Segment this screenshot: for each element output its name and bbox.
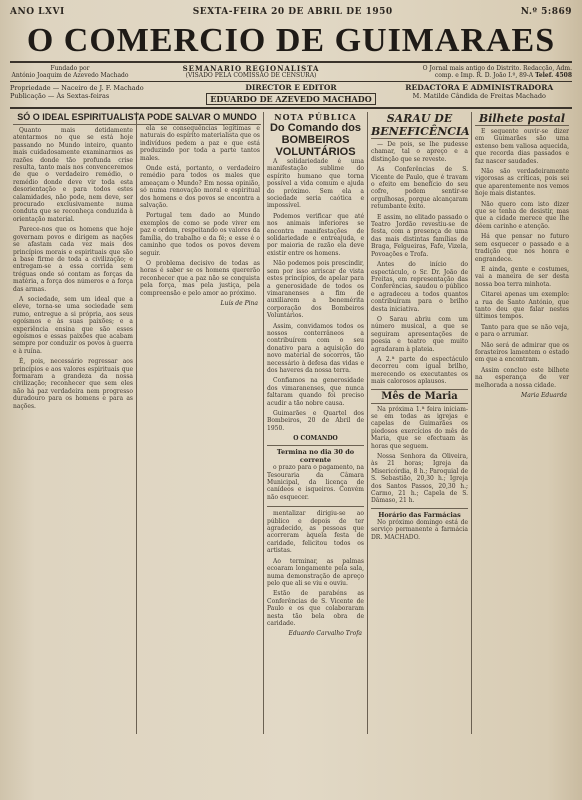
phone-label: Telef. 4508 — [535, 72, 572, 79]
article-paragraph: Não são verdadeiramente vigorosas as críticas, pois sei que aparentemente nos vemos hoje mais distantes. — [475, 168, 569, 198]
article-paragraph: Há que pensar no futuro sem esquecer o passado e a tradição que nos honra e engrandece. — [475, 233, 569, 263]
masthead-subhead — [10, 65, 572, 81]
column-2 — [137, 112, 264, 734]
top-info-line — [10, 6, 572, 18]
founded-label: Fundado por — [50, 65, 90, 72]
article-paragraph: O Sarau abriu com um número musical, a que se seguiram apresentações de poesia e teatro que muito agradaram à plateia. — [371, 315, 468, 353]
owner-label: Propriedade — Naceiro de J. F. Machado — [10, 84, 144, 92]
address-block — [372, 65, 572, 79]
article-paragraph: Podemos verificar que até nos animais inferiores se encontra manifestações de solidariedade e entreajuda, e por maioria de razão ela deve existir entre os homens. — [267, 212, 364, 257]
masthead-title: O COMERCIO DE GUIMARAES — [10, 21, 572, 63]
owner-block — [10, 84, 195, 105]
publication-label: Publicação — Às Sextas-feiras — [10, 92, 110, 100]
article-paragraph: ela se consequências legítimas e naturais do espírito materialista que os indivíduos pedem a paz e que está produzindo por toda a parte tantos males. — [140, 125, 260, 162]
article-paragraph: Citarei apenas um exemplo: a rua de Santo António, que tanto deu que falar nestes últimos tempos. — [475, 291, 569, 321]
column-3 — [264, 112, 368, 734]
article-title: SARAU DE BENEFICÊNCIA — [371, 112, 470, 138]
article-paragraph: Antes do início do espectáculo, o Sr. Dr. João de Freitas, em representação das Conferências, saudou o público e agradeceu a todos quantos contribuíram para o brilho desta iniciativa. — [371, 261, 468, 313]
article-paragraph: É, pois, necessário regressar aos princípios e aos valores espirituais que formaram a grandeza da nossa civilização; reconhecer que sem eles não há paz verdadeira nem progresso duradouro para os homens e para as nações. — [13, 358, 133, 410]
article-paragraph: A 2.ª parte do espectáculo decorreu com igual brilho, merecendo os executantes os mais calorosos aplausos. — [371, 355, 468, 386]
columns — [10, 112, 572, 734]
headline-spacer — [140, 112, 260, 125]
article-paragraph: mentalizar dirigiu-se ao público e depois de ter agradecido, as pessoas que acorreram àquela festa de caridade, felicitou todos os artistas. — [267, 510, 364, 555]
article-paragraph: Nossa Senhora da Oliveira, às 21 horas; Igreja da Misericórdia, 8 h.; Paroquial de S. Sebastião, 20,30 h.; Igreja dos Santos Passos, 20,30 h.; Carmo, 21 h.; Capela de S. Dâmaso, 21 h. — [371, 453, 468, 505]
article-paragraph: E ainda, gente e costumes, vai a maneira de ser desta nossa boa terra minhota. — [475, 265, 569, 288]
article-paragraph: Ao terminar, as palmas ecoaram longamente pela sala, numa demonstração de apreço pelo que ali se viu e ouviu. — [267, 557, 364, 587]
article-paragraph: Parece-nos que os homens que hoje governam povos e dirigem as nações se afastam cada vez mais dos princípios morais e espirituais que são a base firme de toda a civilização; e entregam-se a essa corrida sem tréguas onde só contam as forças da matéria, a força dos números e a força das armas. — [13, 226, 133, 293]
article-paragraph: Não quero com isto dizer que se tenha de desistir, mas que a cidade merece que lhe dêem carinho e atenção. — [475, 200, 569, 230]
article-paragraph: — De pois, se lhe pudesse chamar, tal o apreço e a distinção que se reveste. — [371, 141, 468, 163]
article-paragraph: Estão de parabéns as Conferências de S. Vicente de Paulo e os que colaboraram nesta tão bela obra de caridade. — [267, 590, 364, 627]
article-paragraph: Portugal tem dado ao Mundo exemplos de como se pode viver em paz e ordem, respeitando os valores da família, do trabalho e da fé; e esse é o caminho que todos os povos devem seguir. — [140, 212, 260, 257]
article-signature: O COMANDO — [293, 435, 338, 443]
article-paragraph: Onde está, portanto, o verdadeiro remédio para todos os males que ameaçam o Mundo? Em nossa opinião, só numa renovação moral e espiritual dos homens e dos povos se encontra a salvação. — [140, 165, 260, 210]
article-paragraph: No próximo domingo está de serviço permanente a farmácia DR. MACHADO. — [371, 518, 468, 541]
article-paragraph: Não será de admirar que os forasteiros lamentem o estado em que a encontram. — [475, 341, 569, 364]
weekly-block — [130, 65, 372, 79]
oldest-label: O Jornal mais antigo do Distrito. Redacção, Adm. — [422, 65, 572, 72]
article-paragraph: A sociedade, sem um ideal que a eleve, torna-se uma sociedade sem rumo, entregue a si própria, aos seus egoísmos e às suas paixões; e a experiência ensina que são esses egoísmos e essas paixões que acabam sempre por conduzir os povos à guerra e à ruína. — [13, 295, 133, 355]
article-paragraph: Assim, convidamos todos os nossos conterrâneos a contribuírem com o seu donativo para a aquisição do novo material de socorros, tão necessário à defesa das vidas e dos haveres da nossa terra. — [267, 322, 364, 374]
censorship-label: (VISADO PELA COMISSÃO DE CENSURA) — [185, 72, 317, 79]
notice-title: Termina no dia 30 do corrente — [276, 448, 355, 465]
redaction-block — [387, 84, 572, 105]
article-signature: Eduardo Carvalho Trofa — [288, 630, 362, 638]
article-paragraph: Tanto para que se não veja, e para o arrumar. — [475, 323, 569, 339]
redaction-name: M. Matilde Cândida de Freitas Machado — [412, 92, 546, 100]
notice-text: o prazo para o pagamento, na Tesouraria da Câmara Municipal, da licença de canídeos e isqueiros. Convém não esquecer. — [267, 464, 364, 501]
director-name: EDUARDO DE AZEVEDO MACHADO — [206, 93, 375, 105]
article-signature: Luís de Pina — [220, 299, 258, 307]
column-4 — [368, 112, 472, 734]
article-paragraph: As Conferências de S. Vicente de Paulo, que é travam o efeito em benefício do seu cofre, podem sentir-se orgulhosas, porque alcançaram retumbante êxito. — [371, 166, 468, 211]
date-label: SEXTA-FEIRA 20 DE ABRIL DE 1950 — [192, 7, 393, 17]
weekly-label: SEMANARIO REGIONALISTA — [182, 64, 320, 73]
director-block — [198, 84, 383, 105]
address-label: comp. e Imp. R. D. João I.º, 89-A — [434, 72, 534, 79]
year-label: ANO LXVI — [10, 7, 65, 17]
section-title: Mês de Maria — [371, 389, 468, 404]
section-title: Horário das Farmácias — [371, 508, 468, 519]
article-paragraph: Confiamos na generosidade dos vimaranenses, que nunca faltaram quando foi preciso acudir a tão nobre causa. — [267, 377, 364, 407]
article-paragraph: Não podemos pois prescindir, sem por isso arriscar de vista estes princípios, de apelar para a generosidade de todos os vimaranenses a fim de auxiliarem a benemérita corporação dos Bombeiros Voluntários. — [267, 260, 364, 320]
issue-number: N.º 5:869 — [520, 7, 572, 17]
article-paragraph: Na próxima 1.ª feira iniciam-se em todas as igrejas e capelas de Guimarães os piedosos exercícios do mês de Maria, que se efectuam às horas que seguem. — [371, 405, 468, 450]
column-5 — [472, 112, 572, 734]
article-kicker: NOTA PÚBLICA — [274, 112, 357, 122]
article-title: Bilhete postal — [475, 112, 569, 126]
article-title: Do Comando dos BOMBEIROS VOLUNTÁRIOS — [269, 122, 362, 158]
article-signature: Maria Eduarda — [521, 392, 567, 399]
redaction-title: REDACTORA E ADMINISTRADORA — [405, 83, 554, 92]
article-paragraph: E assim, no elitado passado o Teatro Jordão revestiu-se de festa, com a presença de uma das mais distintas famílias de Braga, Felgueiras, Fafe, Vizela, Povoações e Trofa. — [371, 213, 468, 258]
director-title: DIRECTOR E EDITOR — [245, 83, 337, 92]
article-headline: SÓ O IDEAL ESPIRITUALISTA PODE SALVAR O MUNDO — [13, 112, 261, 125]
founder-name: António Joaquim de Azevedo Machado — [11, 72, 129, 79]
article-paragraph: Assim concluo este bilhete na esperança de ver melhorada a nossa cidade. — [475, 366, 569, 389]
article-paragraph: O problema decisivo de todas as horas é saber se os homens quererão reconhecer que a paz não se conquista pela força, mas pela justiça, pela compreensão e pelo amor ao próximo. — [140, 259, 260, 297]
credits-bar — [10, 81, 572, 109]
article-paragraph: A solidariedade é uma manifestação sublime do espírito humano que torna possível a vida comum e ajuda do próximo. Sem ela a sociedade seria caótica e impossível. — [267, 158, 364, 210]
article-paragraph: Quanto mais detidamente atentarmos no que se está hoje passando no Mundo inteiro, quanto mais cuidadosamente examinarmos as razões donde tão profunda crise resulta, tanto mais nos convenceremos de que o verdadeiro remédio, o remédio donde deve vir toda esta desorientação e para todos estes calamidades, não pode, nem deve, ser procurado exclusivamente numa conduta que se reconheça conduzida à orientação material. — [13, 127, 133, 223]
article-paragraph: E sequente ouvir-se dizer em Guimarães são uma extenso bem valiosa aquecida, que recorda dias passados e faz nascer saudades. — [475, 128, 569, 165]
founder-block — [10, 65, 130, 79]
notice-box — [267, 445, 364, 507]
article-paragraph: Guimarães e Quartel dos Bombeiros, 20 de Abril de 1950. — [267, 410, 364, 432]
